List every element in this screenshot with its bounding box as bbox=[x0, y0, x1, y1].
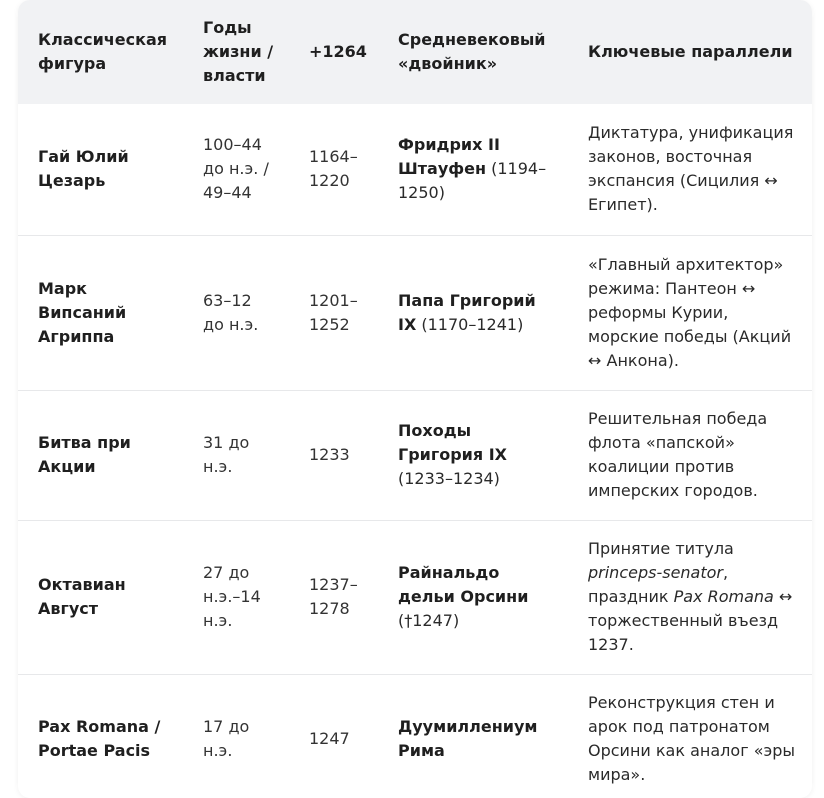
cell-years: 27 до н.э.–14 н.э. bbox=[183, 520, 289, 674]
cell-shift: 1237–1278 bbox=[289, 520, 378, 674]
comparison-card bbox=[18, 0, 812, 798]
desc-text: Реконструкция стен и арок под патронатом Орсини как аналог «эры мира». bbox=[588, 693, 796, 784]
header-row bbox=[18, 0, 812, 104]
header-classical-figure: Классическая фигура bbox=[38, 30, 168, 73]
cell-parallels bbox=[568, 674, 812, 798]
cell-years: 31 до н.э. bbox=[183, 390, 289, 520]
cell-years: 100–44 до н.э. / 49–44 bbox=[183, 104, 289, 235]
cell-parallels bbox=[568, 104, 812, 235]
header-years: Годы жизни / власти bbox=[203, 18, 274, 85]
header-shift: +1264 bbox=[309, 42, 367, 61]
twin-name: Папа Григорий IX bbox=[398, 290, 536, 334]
cell-years: 17 до н.э. bbox=[183, 674, 289, 798]
desc-text-3: ↔ торжественный въезд 1237. bbox=[588, 587, 793, 654]
cell-shift: 1164–1220 bbox=[289, 104, 378, 235]
cell-shift: 1247 bbox=[289, 674, 378, 798]
twin-dates: (1170–1241) bbox=[416, 314, 524, 334]
table-row bbox=[18, 104, 812, 235]
cell-figure: Марк Випсаний Агриппа bbox=[18, 235, 183, 390]
header-medieval-double: Средневековый «двойник» bbox=[398, 30, 546, 73]
table-row bbox=[18, 674, 812, 798]
twin-dates: (1233–1234) bbox=[398, 469, 500, 488]
cell-twin bbox=[378, 235, 568, 390]
cell-parallels bbox=[568, 390, 812, 520]
table-row bbox=[18, 235, 812, 390]
cell-parallels bbox=[568, 520, 812, 674]
twin-name: Походы Григория IX bbox=[398, 421, 508, 464]
cell-twin bbox=[378, 104, 568, 235]
desc-text-2: , праздник bbox=[588, 563, 729, 606]
twin-name: Дуумиллениум Рима bbox=[398, 717, 538, 760]
table-body bbox=[18, 104, 812, 798]
cell-figure: Битва при Акции bbox=[18, 390, 183, 520]
desc-text: Принятие титула bbox=[588, 539, 734, 558]
table-row bbox=[18, 390, 812, 520]
twin-dates: (†1247) bbox=[398, 611, 460, 630]
twin-name: Фридрих II Штауфен bbox=[398, 135, 500, 179]
table-row bbox=[18, 520, 812, 674]
cell-figure: Pax Romana / Portae Pacis bbox=[18, 674, 183, 798]
twin-dates: (1194–1250) bbox=[398, 159, 547, 203]
desc-text: Диктатура, унификация законов, восточная экспансия (Сицилия ↔ Египет). bbox=[588, 123, 794, 215]
desc-italic-feast: Pax Romana bbox=[673, 587, 774, 606]
cell-shift: 1233 bbox=[289, 390, 378, 520]
header-key-parallels: Ключевые параллели bbox=[588, 42, 793, 61]
cell-parallels bbox=[568, 235, 812, 390]
desc-italic-title: princeps-senator bbox=[588, 563, 723, 582]
desc-text: Решительная победа флота «папской» коалиции против имперских городов. bbox=[588, 409, 768, 500]
cell-twin bbox=[378, 390, 568, 520]
cell-twin bbox=[378, 674, 568, 798]
table-header bbox=[18, 0, 812, 104]
cell-figure: Гай Юлий Цезарь bbox=[18, 104, 183, 235]
cell-shift: 1201–1252 bbox=[289, 235, 378, 390]
cell-years: 63–12 до н.э. bbox=[183, 235, 289, 390]
cell-twin bbox=[378, 520, 568, 674]
cell-figure: Октавиан Август bbox=[18, 520, 183, 674]
desc-text: «Главный архитектор» режима: Пантеон ↔ реформы Курии, морские победы (Акций ↔ Анкона). bbox=[588, 254, 792, 370]
twin-name: Райнальдо дельи Орсини bbox=[398, 563, 529, 606]
comparison-table bbox=[18, 0, 812, 798]
